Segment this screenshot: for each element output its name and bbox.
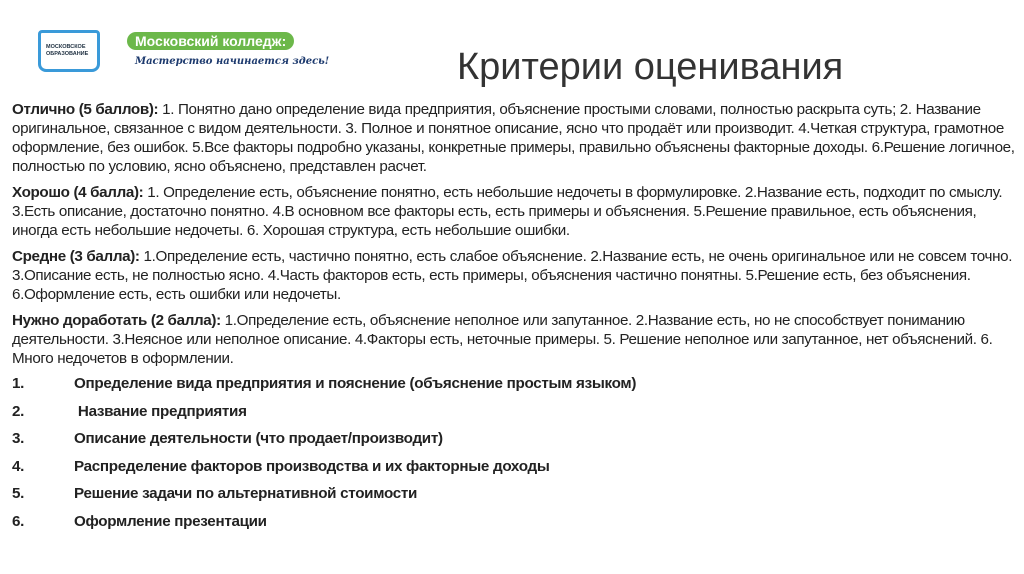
criterion-text: 1. Определение есть, объяснение понятно, есть небольшие недочеты в формулировке. 2.Название есть, подходит по смыслу. 3.Есть описание, достаточно понятно. 4.В основном все факторы есть, есть примеры и объяснения. 5.Решение правильное, есть объяснения, иногда есть небольшие недочеты. 6. Хорошая структура, есть небольшие ошибки.	[12, 184, 1003, 239]
list-item	[12, 512, 1017, 540]
list-number: 5.	[12, 485, 25, 502]
criterion-label: Отлично (5 баллов):	[12, 101, 159, 118]
list-text: Название предприятия	[74, 402, 247, 420]
list-number: 4.	[12, 457, 25, 475]
slide-title: Критерии оценивания	[457, 46, 844, 88]
list-item	[12, 374, 1017, 402]
moscow-education-logo	[38, 30, 100, 72]
criterion-excellent	[12, 100, 1017, 176]
list-text: Определение вида предприятия и пояснение (объяснение простым языком)	[74, 375, 637, 392]
list-item	[12, 457, 1017, 485]
criterion-average	[12, 247, 1017, 304]
list-text: Описание деятельности (что продает/производит)	[74, 430, 443, 447]
criterion-label: Нужно доработать (2 балла):	[12, 312, 221, 329]
criterion-text: 1. Понятно дано определение вида предприятия, объяснение простыми словами, полностью раскрыта суть; 2. Название оригинальное, связанное с видом деятельности. 3. Полное и понятное описание, ясно что продаёт или производит. 4.Четкая структура, грамотное оформление, без ошибок. 5.Все факторы подробно указаны, конкретные примеры, правильно объяснены факторные доходы. 6.Решение логичное, полностью по условию, ясно объяснено, представлен расчет.	[12, 101, 1015, 175]
moscow-college-logo	[127, 32, 329, 69]
list-text: Распределение факторов производства и их факторные доходы	[74, 457, 550, 475]
list-number: 1.	[12, 375, 25, 392]
criterion-text: 1.Определение есть, объяснение неполное или запутанное. 2.Название есть, но не способствует пониманию деятельности. 3.Неясное или неполное описание. 4.Факторы есть, неточные примеры. 5. Решение неполное или запутанное, нет объяснений. 6. Много недочетов в оформлении.	[12, 312, 993, 367]
criteria-body	[12, 100, 1017, 539]
list-text: Оформление презентации	[74, 512, 267, 530]
logo-text: МОСКОВСКОЕ ОБРАЗОВАНИЕ	[46, 44, 89, 57]
list-item	[12, 484, 1017, 512]
list-text: Решение задачи по альтернативной стоимости	[74, 485, 418, 502]
criterion-label: Хорошо (4 балла):	[12, 184, 144, 201]
criterion-label: Средне (3 балла):	[12, 248, 140, 265]
college-logo-tagline: Мастерство начинается здесь!	[135, 56, 330, 67]
college-logo-name: Московский колледж:	[127, 32, 294, 50]
list-number: 3.	[12, 430, 25, 447]
list-item	[12, 402, 1017, 430]
criterion-needs-work	[12, 311, 1017, 368]
list-item	[12, 429, 1017, 457]
criteria-list	[12, 374, 1017, 539]
criterion-text: 1.Определение есть, частично понятно, есть слабое объяснение. 2.Название есть, не очень оригинальное или не совсем точно. 3.Описание есть, не полностью ясно. 4.Часть факторов есть, есть примеры, объяснения частично понятны. 5.Решение есть, без объяснения. 6.Оформление есть, есть ошибки или недочеты.	[12, 248, 1013, 303]
criterion-good	[12, 183, 1017, 240]
list-number: 2.	[12, 402, 25, 420]
list-number: 6.	[12, 512, 25, 530]
